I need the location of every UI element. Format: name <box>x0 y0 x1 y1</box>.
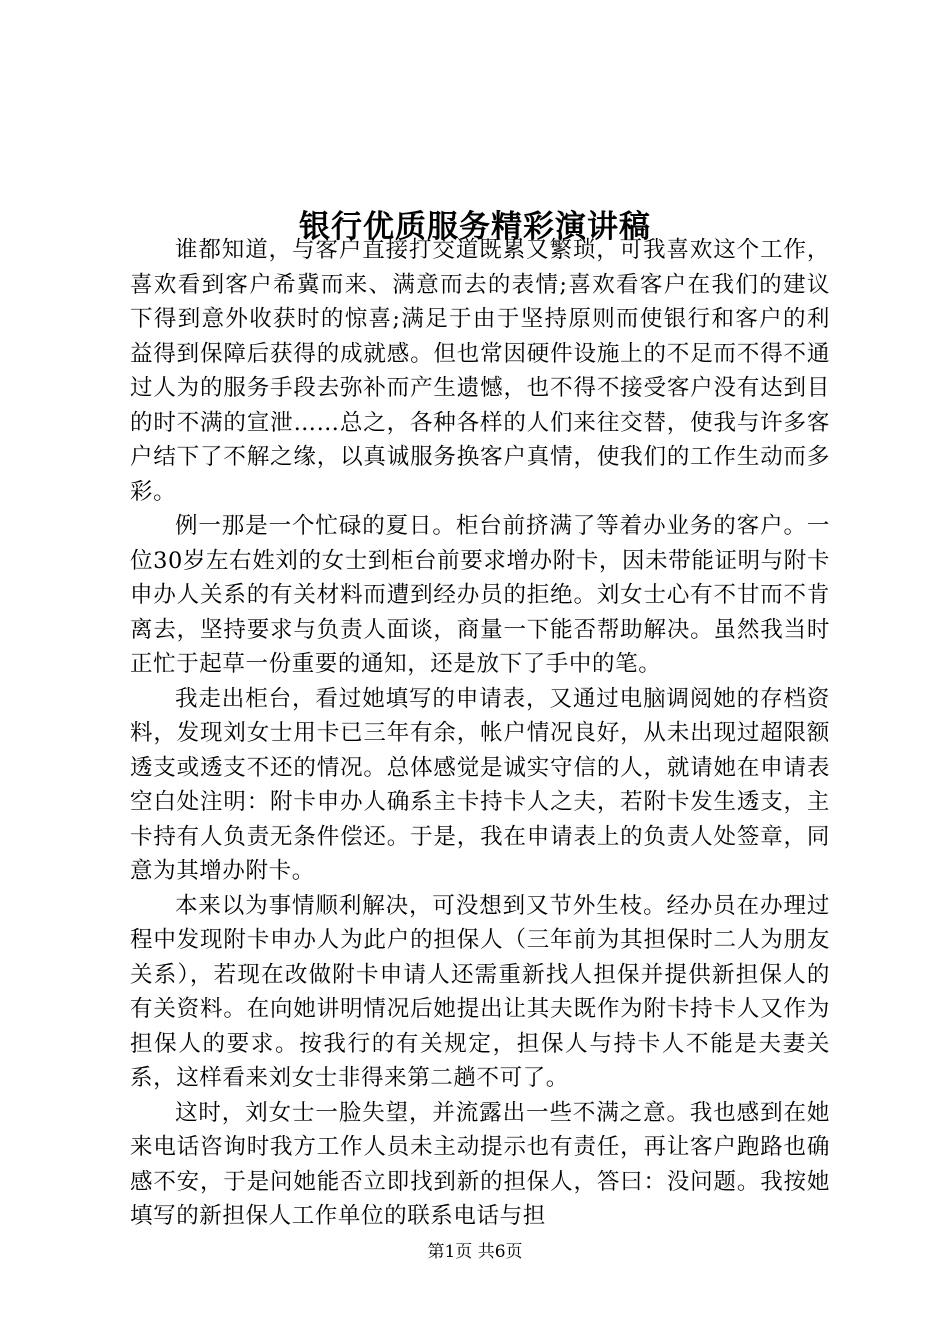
paragraph-2: 例一那是一个忙碌的夏日。柜台前挤满了等着办业务的客户。一位30岁左右姓刘的女士到柜台前要求增办附卡，因未带能证明与附卡申办人关系的有关材料而遭到经办员的拒绝。刘女士心有不甘而不肯离去，坚持要求与负责人面谈，商量一下能否帮助解决。虽然我当时正忙于起草一份重要的通知，还是放下了手中的笔。 <box>130 513 830 677</box>
paragraph-1: 谁都知道，与客户直接打交道既累又繁琐，可我喜欢这个工作，喜欢看到客户希冀而来、满意而去的表情;喜欢看客户在我们的建议下得到意外收获时的惊喜;满足于由于坚持原则而使银行和客户的利益得到保障后获得的成就感。但也常因硬件设施上的不足而不得不通过人为的服务手段去弥补而产生遗憾，也不得不接受客户没有达到目的时不满的宣泄……总之，各种各样的人们来往交替，使我与许多客户结下了不解之缘，以真诚服务换客户真情，使我们的工作生动而多彩。 <box>130 237 830 505</box>
paragraph-3: 我走出柜台，看过她填写的申请表，又通过电脑调阅她的存档资料，发现刘女士用卡已三年有余，帐户情况良好，从未出现过超限额透支或透支不还的情况。总体感觉是诚实守信的人，就请她在申请表空白处注明：附卡申办人确系主卡持卡人之夫，若附卡发生透支，主卡持有人负责无条件偿还。于是，我在申请表上的负责人处签章，同意为其增办附卡。 <box>130 685 830 884</box>
page-number-footer: 第1页 共6页 <box>427 1242 523 1262</box>
document-title: 银行优质服务精彩演讲稿 <box>299 208 651 245</box>
document-body <box>130 233 830 1234</box>
paragraph-5: 这时，刘女士一脸失望，并流露出一些不满之意。我也感到在她来电话咨询时我方工作人员未主动提示也有责任，再让客户跑路也确感不安，于是问她能否立即找到新的担保人，答曰：没问题。我按她填写的新担保人工作单位的联系电话与担 <box>130 1099 830 1229</box>
paragraph-4: 本来以为事情顺利解决，可没想到又节外生枝。经办员在办理过程中发现附卡申办人为此户的担保人（三年前为其担保时二人为朋友关系），若现在改做附卡申请人还需重新找人担保并提供新担保人的有关资料。在向她讲明情况后她提出让其夫既作为附卡持卡人又作为担保人的要求。按我行的有关规定，担保人与持卡人不能是夫妻关系，这样看来刘女士非得来第二趟不可了。 <box>130 892 830 1091</box>
